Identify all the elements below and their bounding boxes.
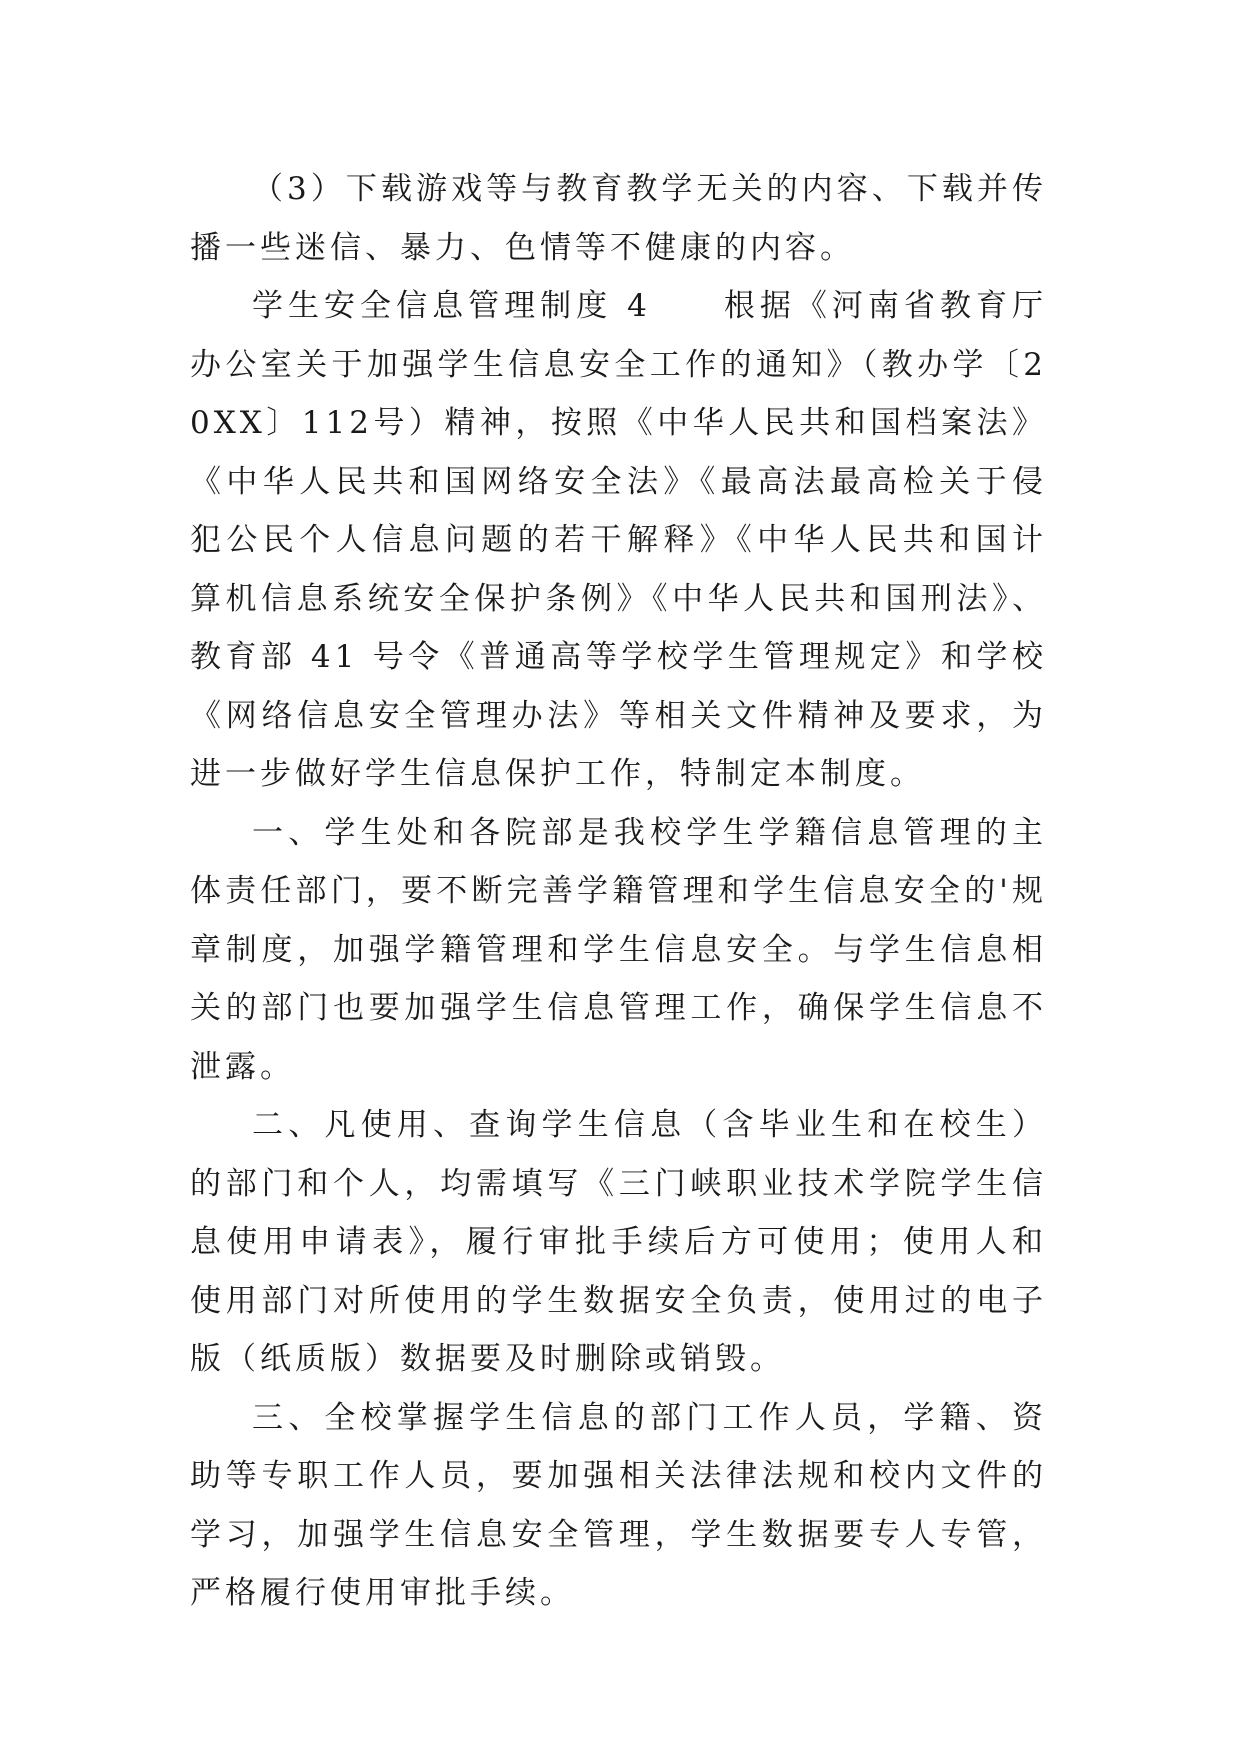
paragraph-regulation-intro: 学生安全信息管理制度 4 根据《河南省教育厅办公室关于加强学生信息安全工作的通知》（教办学〔20XX〕112号）精神，按照《中华人民共和国档案法》《中华人民共和国网络安全法》《最高法最高检关于侵犯公民个人信息问题的若干解释》《中华人民共和国计算机信息系统安全保护条例》《中华人民共和国刑法》、教育部 41 号令《普通高等学校学生管理规定》和学校《网络信息安全管理办法》等相关文件精神及要求，为进一步做好学生信息保护工作，特制定本制度。	[190, 288, 1047, 792]
paragraph-rule-one: 一、学生处和各院部是我校学生学籍信息管理的主体责任部门，要不断完善学籍管理和学生信息安全的'规章制度，加强学籍管理和学生信息安全。与学生信息相关的部门也要加强学生信息管理工作，确保学生信息不泄露。	[190, 814, 1047, 1085]
paragraph-rule-three: 三、全校掌握学生信息的部门工作人员，学籍、资助等专职工作人员，要加强相关法律法规和校内文件的学习，加强学生信息安全管理，学生数据要专人专管，严格履行使用审批手续。	[190, 1399, 1047, 1611]
paragraph-download-rules: （3）下载游戏等与教育教学无关的内容、下载并传播一些迷信、暴力、色情等不健康的内容。	[190, 171, 1047, 266]
paragraph-rule-two: 二、凡使用、查询学生信息（含毕业生和在校生）的部门和个人，均需填写《三门峡职业技术学院学生信息使用申请表》，履行审批手续后方可使用；使用人和使用部门对所使用的学生数据安全负责，使用过的电子版（纸质版）数据要及时删除或销毁。	[190, 1107, 1047, 1377]
document-body	[190, 160, 1047, 1623]
